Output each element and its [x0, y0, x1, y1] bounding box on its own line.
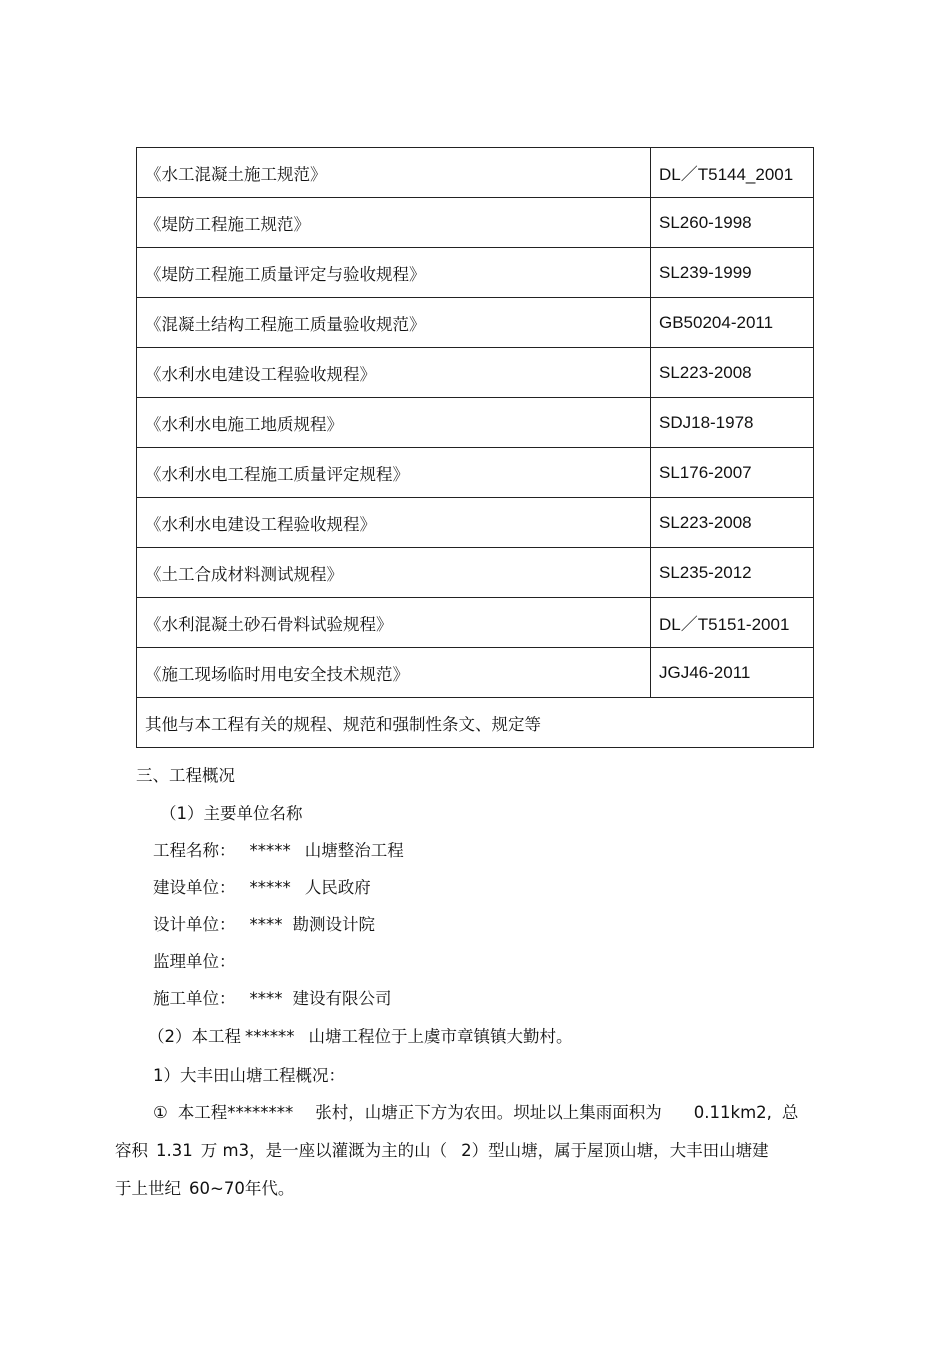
standard-code: DL／T5144_2001: [651, 148, 814, 198]
contractor-label: 施工单位：: [153, 989, 236, 1008]
table-row: [137, 448, 814, 498]
paragraph-text: 万 m3，是一座以灌溉为主的山（: [200, 1141, 448, 1160]
standard-code: GB50204-2011: [651, 298, 814, 348]
circled-marker: ①: [153, 1103, 168, 1122]
standard-code: DL／T5151-2001: [651, 598, 814, 648]
designer-label: 设计单位：: [153, 915, 236, 934]
location-text: 山塘工程位于上虞市章镇镇大勤村。: [308, 1027, 573, 1046]
owner-line: [153, 874, 371, 898]
table-row: [137, 398, 814, 448]
standard-name: 《水利水电建设工程验收规程》: [137, 348, 651, 398]
masked-text: ****: [249, 915, 283, 934]
supervisor-label: 监理单位：: [153, 952, 236, 971]
project-name-value: 山塘整治工程: [304, 841, 404, 860]
project-name-line: [153, 837, 404, 861]
table-row: [137, 498, 814, 548]
paragraph-text: 容积: [115, 1141, 148, 1160]
storage-volume: 1.31: [156, 1141, 193, 1160]
table-footer-text: 其他与本工程有关的规程、规范和强制性条文、规定等: [137, 698, 814, 748]
table-row: [137, 598, 814, 648]
standard-code: SDJ18-1978: [651, 398, 814, 448]
standard-code: SL176-2007: [651, 448, 814, 498]
paragraph-line-1: [153, 1099, 798, 1123]
masked-text: ****: [249, 989, 283, 1008]
paragraph-line-2: [115, 1137, 769, 1161]
subsection-heading: （1）主要单位名称: [160, 804, 303, 823]
standard-name: 《水工混凝土施工规范》: [137, 148, 651, 198]
masked-text: *****: [249, 841, 291, 860]
table-row: [137, 298, 814, 348]
masked-text: ******: [245, 1027, 295, 1046]
standard-name: 《堤防工程施工质量评定与验收规程》: [137, 248, 651, 298]
standard-name: 《混凝土结构工程施工质量验收规范》: [137, 298, 651, 348]
section-heading: 三、工程概况: [136, 766, 235, 785]
contractor-value: 建设有限公司: [292, 989, 392, 1008]
standard-code: SL239-1999: [651, 248, 814, 298]
standard-code: SL223-2008: [651, 498, 814, 548]
paragraph-text: 2）型山塘，属于屋顶山塘，大丰田山塘建: [461, 1141, 769, 1160]
standard-name: 《堤防工程施工规范》: [137, 198, 651, 248]
item-heading: 1）大丰田山塘工程概况：: [153, 1066, 345, 1085]
owner-value: 人民政府: [304, 878, 371, 897]
masked-text: *****: [249, 878, 291, 897]
contractor-line: [153, 985, 392, 1009]
designer-value: 勘测设计院: [292, 915, 375, 934]
standard-name: 《施工现场临时用电安全技术规范》: [137, 648, 651, 698]
table-row: [137, 348, 814, 398]
standard-code: JGJ46-2011: [651, 648, 814, 698]
supervisor-line: [153, 948, 236, 972]
paragraph-text: 于上世纪: [115, 1179, 181, 1198]
masked-text: ********: [227, 1103, 294, 1122]
table-footer-row: [137, 698, 814, 748]
designer-line: [153, 911, 375, 935]
table-row: [137, 198, 814, 248]
location-prefix: （2）本工程: [148, 1027, 241, 1046]
standard-code: SL223-2008: [651, 348, 814, 398]
standard-name: 《水利混凝土砂石骨料试验规程》: [137, 598, 651, 648]
standard-code: SL235-2012: [651, 548, 814, 598]
standard-name: 《水利水电建设工程验收规程》: [137, 498, 651, 548]
owner-label: 建设单位：: [153, 878, 236, 897]
table-row: [137, 248, 814, 298]
construction-decade: 60~70: [189, 1179, 245, 1198]
table-row: [137, 548, 814, 598]
standard-name: 《水利水电工程施工质量评定规程》: [137, 448, 651, 498]
table-row: [137, 148, 814, 198]
table-row: [137, 648, 814, 698]
paragraph-text: 年代。: [244, 1179, 295, 1198]
paragraph-line-3: [115, 1175, 294, 1199]
standards-table-body: [137, 148, 814, 748]
standard-code: SL260-1998: [651, 198, 814, 248]
paragraph-text: 总: [781, 1103, 799, 1122]
project-name-label: 工程名称：: [153, 841, 236, 860]
standard-name: 《土工合成材料测试规程》: [137, 548, 651, 598]
standard-name: 《水利水电施工地质规程》: [137, 398, 651, 448]
paragraph-text: 本工程: [177, 1103, 228, 1122]
standards-table: [136, 147, 814, 748]
catchment-area: 0.11km2,: [693, 1103, 772, 1122]
location-line: [148, 1023, 573, 1047]
paragraph-text: 张村，山塘正下方为农田。坝址以上集雨面积为: [315, 1103, 662, 1122]
